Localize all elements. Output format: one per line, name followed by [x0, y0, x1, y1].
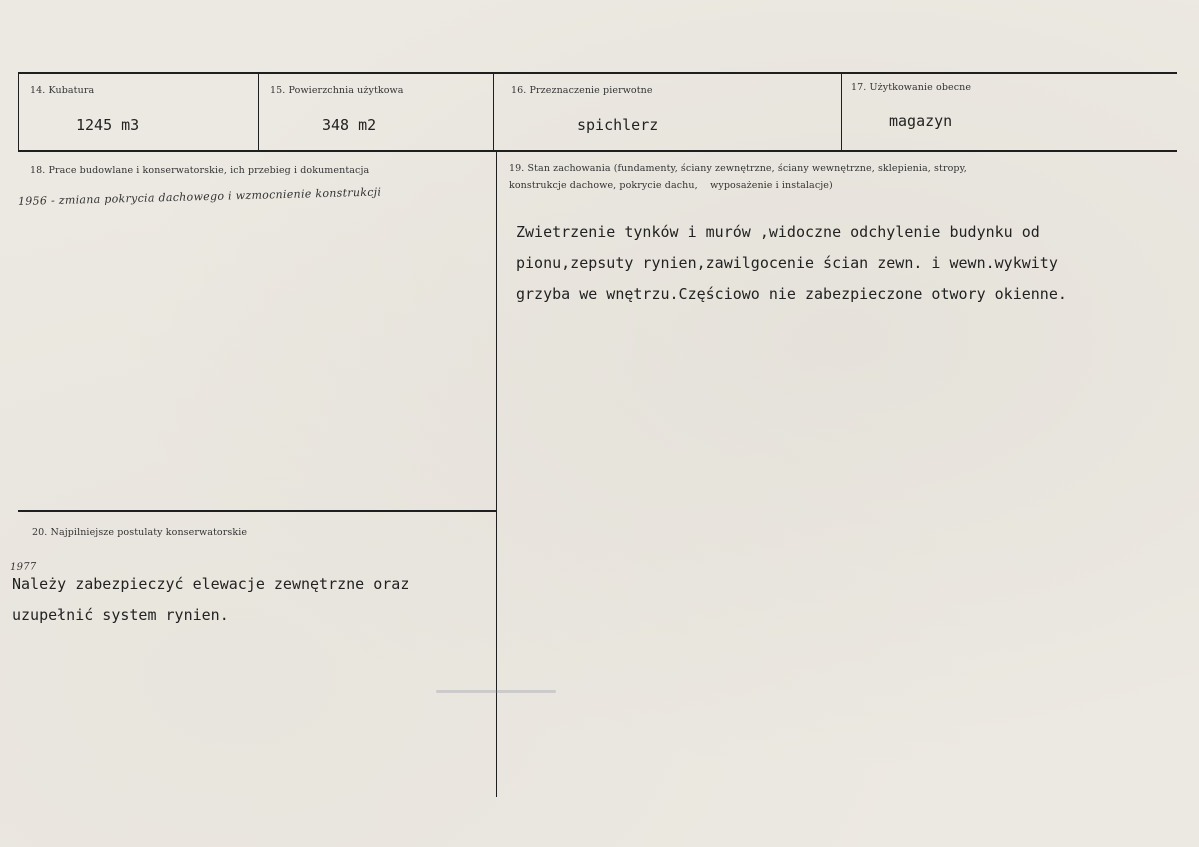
stan-zachowania-label-line1: 19. Stan zachowania (fundamenty, ściany zewnętrzne, ściany wewnętrzne, sklepienia, stropy,	[509, 163, 967, 174]
left-border	[18, 73, 19, 151]
powierzchnia-value: 348 m2	[322, 116, 377, 134]
stan-zachowania-label-line2: konstrukcje dachowe, pokrycie dachu, wyposażenie i instalacje)	[509, 180, 833, 191]
divider-15-16	[493, 73, 494, 151]
top-rule	[18, 72, 1177, 74]
prace-budowlane-label: 18. Prace budowlane i konserwatorskie, ich przebieg i dokumentacja	[30, 165, 370, 176]
uzytkowanie-label: 17. Użytkowanie obecne	[851, 82, 972, 93]
przeznaczenie-value: spichlerz	[577, 116, 659, 134]
ghost-mark	[436, 690, 556, 693]
prace-budowlane-handwritten: 1956 - zmiana pokrycia dachowego i wzmocnienie konstrukcji	[17, 185, 382, 208]
kubatura-value: 1245 m3	[76, 116, 140, 134]
stan-zachowania-text-line: pionu,zepsuty rynien,zawilgocenie ścian zewn. i wewn.wykwity	[516, 254, 1058, 272]
divider-14-15	[258, 73, 259, 151]
postulaty-year: 1977	[9, 561, 37, 573]
center-divider	[496, 151, 497, 797]
header-bottom-rule	[18, 150, 1177, 152]
postulaty-label: 20. Najpilniejsze postulaty konserwatorskie	[32, 527, 248, 538]
postulaty-text-line: uzupełnić system rynien.	[12, 606, 229, 624]
divider-16-17	[841, 73, 842, 151]
przeznaczenie-label: 16. Przeznaczenie pierwotne	[511, 85, 653, 96]
postulaty-text-line: Należy zabezpieczyć elewacje zewnętrzne oraz	[12, 575, 410, 593]
uzytkowanie-value: magazyn	[889, 112, 953, 130]
stan-zachowania-text-line: grzyba we wnętrzu.Częściowo nie zabezpieczone otwory okienne.	[516, 285, 1067, 303]
section-20-top-rule	[18, 510, 496, 512]
powierzchnia-label: 15. Powierzchnia użytkowa	[270, 85, 404, 96]
stan-zachowania-text-line: Zwietrzenie tynków i murów ,widoczne odchylenie budynku od	[516, 223, 1040, 241]
kubatura-label: 14. Kubatura	[30, 85, 95, 96]
